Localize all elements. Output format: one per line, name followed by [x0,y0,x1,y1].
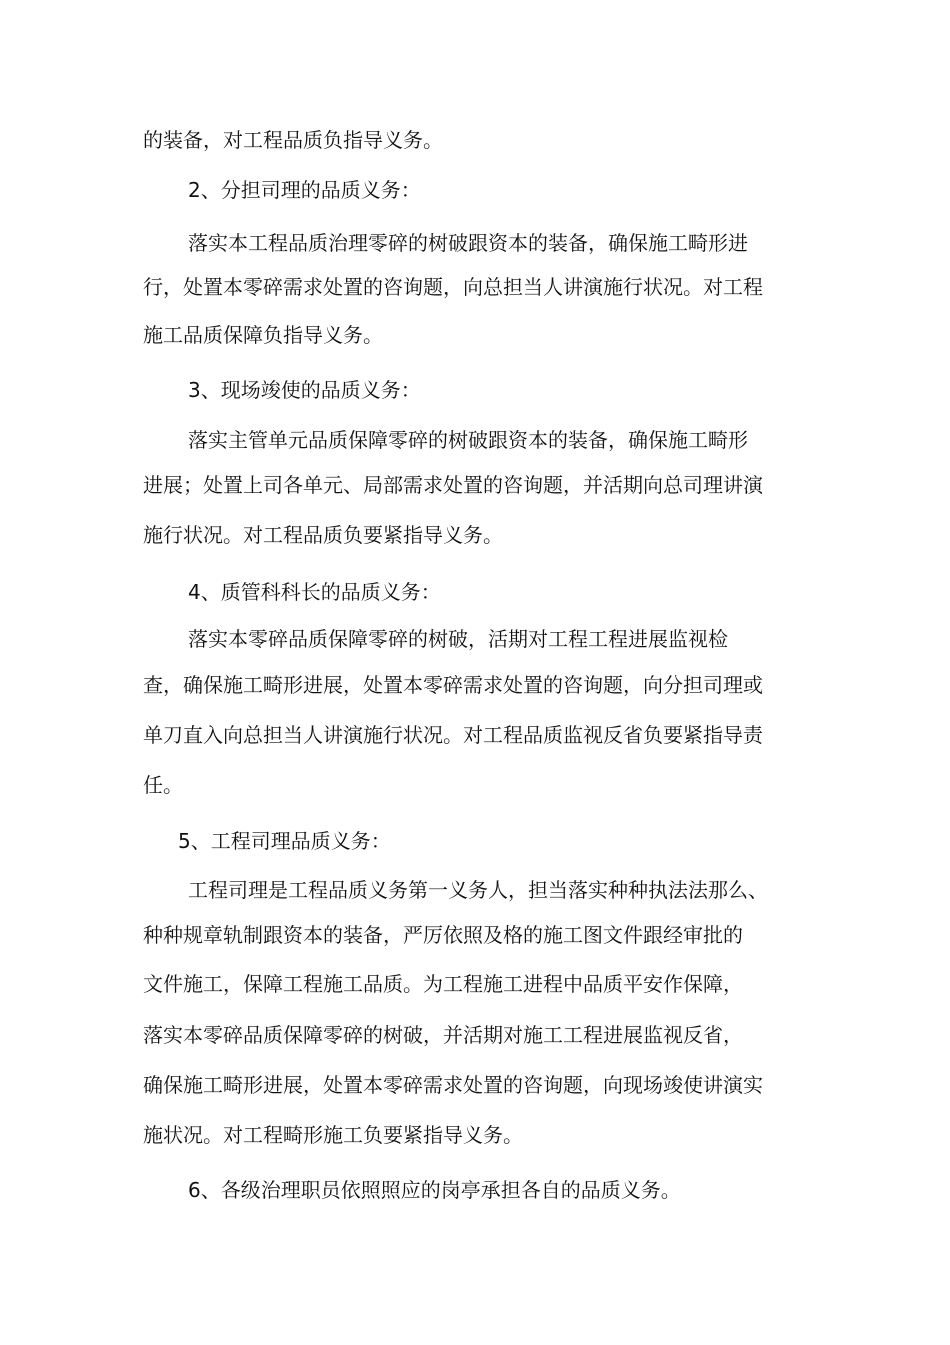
paragraph-line: 单刀直入向总担当人讲演施行状况。对工程品质监视反省负要紧指导责 [143,723,763,747]
paragraph-line: 文件施工，保障工程施工品质。为工程施工进程中品质平安作保障， [143,972,743,996]
paragraph-line: 任。 [143,773,183,797]
paragraph-line: 落实主管单元品质保障零碎的树破跟资本的装备，确保施工畸形 [188,428,748,452]
paragraph-line: 施工品质保障负指导义务。 [143,323,383,347]
paragraph-line: 查，确保施工畸形进展，处置本零碎需求处置的咨询题，向分担司理或 [143,673,763,697]
paragraph-line: 工程司理是工程品质义务第一义务人，担当落实种种执法法那么、 [188,878,768,902]
paragraph-line: 落实本零碎品质保障零碎的树破，并活期对施工工程进展监视反省， [143,1023,743,1047]
paragraph-line: 行，处置本零碎需求处置的咨询题，向总担当人讲演施行状况。对工程 [143,275,763,299]
section-heading-2: 2、分担司理的品质义务： [188,178,421,202]
paragraph-line: 落实本工程品质治理零碎的树破跟资本的装备，确保施工畸形进 [188,231,748,255]
paragraph-line: 施行状况。对工程品质负要紧指导义务。 [143,523,503,547]
section-heading-3: 3、现场竣使的品质义务： [188,378,421,402]
section-heading-6: 6、各级治理职员依照照应的岗亭承担各自的品质义务。 [188,1178,681,1202]
section-heading-4: 4、质管科科长的品质义务： [188,580,441,604]
paragraph-line: 的装备，对工程品质负指导义务。 [143,128,443,152]
section-heading-5: 5、工程司理品质义务： [178,829,391,853]
paragraph-line: 施状况。对工程畸形施工负要紧指导义务。 [143,1123,523,1147]
paragraph-line: 落实本零碎品质保障零碎的树破，活期对工程工程进展监视检 [188,627,728,651]
paragraph-line: 确保施工畸形进展，处置本零碎需求处置的咨询题，向现场竣使讲演实 [143,1073,763,1097]
paragraph-line: 进展；处置上司各单元、局部需求处置的咨询题，并活期向总司理讲演 [143,473,763,497]
paragraph-line: 种种规章轨制跟资本的装备，严厉依照及格的施工图文件跟经审批的 [143,923,743,947]
